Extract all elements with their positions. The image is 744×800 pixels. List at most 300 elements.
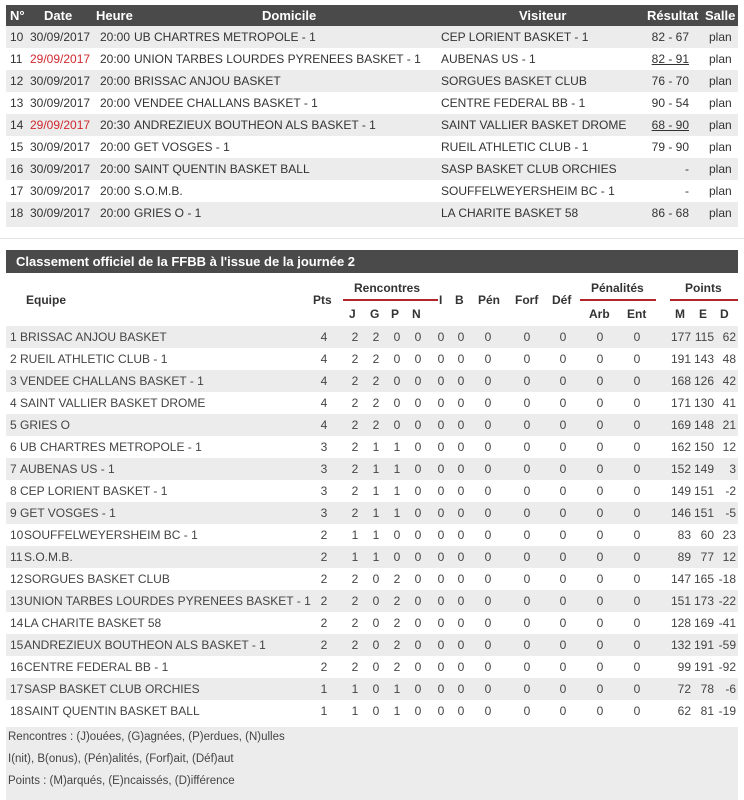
stat-def: 0 — [559, 594, 567, 608]
stat-n: 0 — [414, 528, 422, 542]
stat-g: 1 — [372, 440, 380, 454]
match-time: 20:00 — [100, 52, 131, 66]
stat-m: 149 — [670, 484, 691, 498]
stat-forf: 0 — [523, 616, 531, 630]
stat-j: 2 — [351, 396, 359, 410]
match-num: 16 — [10, 162, 24, 176]
stat-forf: 0 — [523, 594, 531, 608]
team-name: UB CHARTRES METROPOLE - 1 — [20, 440, 202, 454]
stat-i: 0 — [437, 440, 445, 454]
stat-pts: 2 — [320, 616, 328, 630]
match-home-team: VENDEE CHALLANS BASKET - 1 — [134, 96, 318, 110]
match-venue-link[interactable]: plan — [709, 206, 732, 220]
team-rank: 4 — [10, 396, 17, 410]
stat-i: 0 — [437, 396, 445, 410]
team-name: ANDREZIEUX BOUTHEON ALS BASKET - 1 — [24, 638, 266, 652]
stat-m: 168 — [670, 374, 691, 388]
stat-arb: 0 — [596, 682, 604, 696]
header-points: Points — [685, 281, 722, 295]
match-venue-link[interactable]: plan — [709, 162, 732, 176]
stat-j: 1 — [351, 704, 359, 718]
match-result: - — [685, 184, 689, 198]
team-name: S.O.M.B. — [24, 550, 73, 564]
match-venue-link[interactable]: plan — [709, 140, 732, 154]
stat-j: 2 — [351, 440, 359, 454]
stat-i: 0 — [437, 528, 445, 542]
team-rank: 10 — [10, 528, 24, 542]
stat-b: 0 — [457, 418, 465, 432]
stat-pts: 4 — [320, 374, 328, 388]
stat-p: 1 — [393, 506, 401, 520]
stat-i: 0 — [437, 330, 445, 344]
match-venue-link[interactable]: plan — [709, 74, 732, 88]
standings-title: Classement officiel de la FFBB à l'issue de la journée 2 — [16, 254, 356, 269]
stat-b: 0 — [457, 572, 465, 586]
stat-e: 150 — [693, 440, 714, 454]
match-num: 14 — [10, 118, 24, 132]
stat-forf: 0 — [523, 440, 531, 454]
stat-m: 132 — [670, 638, 691, 652]
stat-i: 0 — [437, 550, 445, 564]
match-row — [6, 158, 738, 180]
stat-e: 77 — [700, 550, 714, 564]
team-rank: 15 — [10, 638, 24, 652]
stat-pts: 3 — [320, 506, 328, 520]
match-num: 10 — [10, 30, 24, 44]
stat-pen: 0 — [484, 660, 492, 674]
match-time: 20:00 — [100, 184, 131, 198]
match-date: 30/09/2017 — [30, 30, 91, 44]
match-row — [6, 70, 738, 92]
team-rank: 7 — [10, 462, 17, 476]
legend-line: Points : (M)arqués, (E)ncaissés, (D)ifférence — [8, 775, 235, 787]
stat-n: 0 — [414, 418, 422, 432]
stat-arb: 0 — [596, 506, 604, 520]
match-result[interactable]: 82 - 91 — [651, 52, 689, 66]
team-rank: 11 — [10, 550, 23, 564]
stat-pen: 0 — [484, 396, 492, 410]
match-home-team: UB CHARTRES METROPOLE - 1 — [134, 30, 316, 44]
stat-e: 165 — [693, 572, 714, 586]
stat-pts: 3 — [320, 462, 328, 476]
stat-pen: 0 — [484, 616, 492, 630]
stat-def: 0 — [559, 528, 567, 542]
stat-i: 0 — [437, 594, 445, 608]
team-name: BRISSAC ANJOU BASKET — [20, 330, 167, 344]
stat-pts: 2 — [320, 550, 328, 564]
stat-pts: 4 — [320, 418, 328, 432]
stat-p: 0 — [393, 330, 401, 344]
stat-def: 0 — [559, 374, 567, 388]
match-home-team: GET VOSGES - 1 — [134, 140, 230, 154]
match-away-team: CEP LORIENT BASKET - 1 — [441, 30, 589, 44]
match-home-team: S.O.M.B. — [134, 184, 183, 198]
match-time: 20:30 — [100, 118, 131, 132]
stat-arb: 0 — [596, 638, 604, 652]
stat-e: 173 — [693, 594, 714, 608]
stat-d: 12 — [722, 550, 736, 564]
team-rank: 2 — [10, 352, 17, 366]
stat-d: 12 — [722, 440, 736, 454]
team-name: CENTRE FEDERAL BB - 1 — [24, 660, 169, 674]
stat-ent: 0 — [633, 484, 641, 498]
stat-g: 1 — [372, 528, 380, 542]
stat-pen: 0 — [484, 528, 492, 542]
stat-def: 0 — [559, 550, 567, 564]
stat-m: 146 — [670, 506, 691, 520]
match-row — [6, 48, 738, 70]
stat-def: 0 — [559, 660, 567, 674]
stat-j: 2 — [351, 418, 359, 432]
section-divider — [0, 238, 744, 239]
stat-pen: 0 — [484, 704, 492, 718]
stat-p: 2 — [393, 616, 401, 630]
match-venue-link[interactable]: plan — [709, 96, 732, 110]
stat-e: 143 — [693, 352, 714, 366]
team-name: AUBENAS US - 1 — [20, 462, 115, 476]
stat-j: 2 — [351, 594, 359, 608]
match-time: 20:00 — [100, 96, 131, 110]
match-home-team: SAINT QUENTIN BASKET BALL — [134, 162, 310, 176]
stat-m: 147 — [670, 572, 691, 586]
stat-forf: 0 — [523, 572, 531, 586]
stat-p: 1 — [393, 462, 401, 476]
stat-g: 1 — [372, 462, 380, 476]
stat-n: 0 — [414, 638, 422, 652]
stat-d: -41 — [718, 616, 736, 630]
stat-e: 78 — [700, 682, 714, 696]
match-num: 17 — [10, 184, 24, 198]
match-home-team: BRISSAC ANJOU BASKET — [134, 74, 281, 88]
stat-n: 0 — [414, 440, 422, 454]
stat-ent: 0 — [633, 396, 641, 410]
stat-ent: 0 — [633, 594, 641, 608]
team-rank: 6 — [10, 440, 17, 454]
stat-b: 0 — [457, 374, 465, 388]
stat-d: 3 — [729, 462, 736, 476]
team-rank: 5 — [10, 418, 17, 432]
stat-forf: 0 — [523, 374, 531, 388]
team-name: RUEIL ATHLETIC CLUB - 1 — [20, 352, 168, 366]
legend-line: Rencontres : (J)ouées, (G)agnées, (P)erdues, (N)ulles — [8, 731, 285, 743]
stat-b: 0 — [457, 440, 465, 454]
stat-e: 191 — [693, 638, 714, 652]
match-date: 30/09/2017 — [30, 74, 91, 88]
penalites-rule — [580, 299, 656, 301]
match-row — [6, 180, 738, 202]
stat-g: 0 — [372, 660, 380, 674]
stat-d: -19 — [718, 704, 736, 718]
legend-line: I(nit), B(onus), (Pén)alités, (Forf)ait, (Déf)aut — [8, 753, 234, 765]
stat-e: 60 — [700, 528, 714, 542]
stat-b: 0 — [457, 330, 465, 344]
header-date[interactable]: Date — [44, 8, 73, 23]
standings-row — [6, 436, 738, 458]
stat-forf: 0 — [523, 506, 531, 520]
stat-n: 0 — [414, 352, 422, 366]
stat-def: 0 — [559, 462, 567, 476]
header-heure[interactable]: Heure — [96, 8, 133, 23]
stat-ent: 0 — [633, 374, 641, 388]
match-venue-link[interactable]: plan — [709, 52, 732, 66]
team-rank: 1 — [10, 330, 17, 344]
stat-n: 0 — [414, 396, 422, 410]
stat-m: 99 — [677, 660, 691, 674]
team-name: SAINT VALLIER BASKET DROME — [20, 396, 206, 410]
match-row — [6, 114, 738, 136]
stat-g: 1 — [372, 550, 380, 564]
stat-ent: 0 — [633, 352, 641, 366]
stat-e: 130 — [693, 396, 714, 410]
stat-ent: 0 — [633, 528, 641, 542]
stat-ent: 0 — [633, 440, 641, 454]
stat-j: 2 — [351, 660, 359, 674]
match-result: - — [685, 162, 689, 176]
stat-i: 0 — [437, 572, 445, 586]
standings-row — [6, 480, 738, 502]
stat-arb: 0 — [596, 352, 604, 366]
header-forf: Forf — [515, 293, 539, 307]
stat-arb: 0 — [596, 484, 604, 498]
standings-row — [6, 370, 738, 392]
stat-m: 162 — [670, 440, 691, 454]
match-num: 13 — [10, 96, 24, 110]
standings-row — [6, 392, 738, 414]
stat-arb: 0 — [596, 330, 604, 344]
match-venue-link[interactable]: plan — [709, 184, 732, 198]
stat-def: 0 — [559, 616, 567, 630]
stat-i: 0 — [437, 374, 445, 388]
stat-b: 0 — [457, 506, 465, 520]
standings-table — [6, 273, 738, 722]
match-result: 79 - 90 — [651, 140, 689, 154]
stat-d: -2 — [725, 484, 736, 498]
stat-ent: 0 — [633, 704, 641, 718]
stat-g: 0 — [372, 572, 380, 586]
match-time: 20:00 — [100, 162, 131, 176]
header-m: M — [675, 307, 685, 321]
team-rank: 13 — [10, 594, 24, 608]
header-g: G — [370, 307, 380, 321]
stat-def: 0 — [559, 352, 567, 366]
match-num: 11 — [10, 52, 23, 66]
team-name: LA CHARITE BASKET 58 — [24, 616, 162, 630]
match-home-team: GRIES O - 1 — [134, 206, 202, 220]
team-name: GET VOSGES - 1 — [20, 506, 116, 520]
match-num: 18 — [10, 206, 24, 220]
team-name: SAINT QUENTIN BASKET BALL — [24, 704, 200, 718]
stat-arb: 0 — [596, 572, 604, 586]
stat-arb: 0 — [596, 660, 604, 674]
stat-e: 191 — [693, 660, 714, 674]
stat-g: 0 — [372, 638, 380, 652]
stat-m: 62 — [677, 704, 691, 718]
team-rank: 14 — [10, 616, 24, 630]
stat-arb: 0 — [596, 440, 604, 454]
stat-g: 2 — [372, 374, 380, 388]
stat-b: 0 — [457, 396, 465, 410]
stat-arb: 0 — [596, 594, 604, 608]
stat-p: 2 — [393, 572, 401, 586]
stat-b: 0 — [457, 616, 465, 630]
stat-arb: 0 — [596, 528, 604, 542]
stat-n: 0 — [414, 616, 422, 630]
stat-d: -22 — [718, 594, 736, 608]
stat-m: 151 — [670, 594, 691, 608]
header-visiteur[interactable]: Visiteur — [519, 8, 567, 23]
stat-arb: 0 — [596, 616, 604, 630]
header-pts: Pts — [313, 293, 332, 307]
stat-pts: 3 — [320, 440, 328, 454]
stat-j: 2 — [351, 330, 359, 344]
stat-p: 0 — [393, 528, 401, 542]
stat-g: 0 — [372, 594, 380, 608]
stat-p: 1 — [393, 440, 401, 454]
stat-g: 1 — [372, 484, 380, 498]
stat-g: 1 — [372, 506, 380, 520]
match-away-team: CENTRE FEDERAL BB - 1 — [441, 96, 586, 110]
stat-b: 0 — [457, 660, 465, 674]
match-result[interactable]: 68 - 90 — [651, 118, 689, 132]
stat-ent: 0 — [633, 616, 641, 630]
match-date: 30/09/2017 — [30, 140, 91, 154]
match-row — [6, 26, 738, 48]
stat-i: 0 — [437, 704, 445, 718]
stat-ent: 0 — [633, 330, 641, 344]
stat-p: 0 — [393, 374, 401, 388]
stat-p: 0 — [393, 550, 401, 564]
stat-ent: 0 — [633, 550, 641, 564]
stat-arb: 0 — [596, 418, 604, 432]
standings-row — [6, 414, 738, 436]
standings-legend — [6, 727, 738, 800]
stat-p: 1 — [393, 704, 401, 718]
match-row — [6, 136, 738, 158]
header-d: D — [720, 307, 729, 321]
standings-row — [6, 458, 738, 480]
stat-m: 169 — [670, 418, 691, 432]
standings-row — [6, 568, 738, 590]
stat-d: 62 — [722, 330, 736, 344]
matches-footer-bar — [6, 224, 738, 227]
header-equipe: Equipe — [26, 293, 67, 307]
stat-arb: 0 — [596, 704, 604, 718]
stat-ent: 0 — [633, 572, 641, 586]
stat-j: 2 — [351, 572, 359, 586]
stat-ent: 0 — [633, 462, 641, 476]
stat-def: 0 — [559, 638, 567, 652]
stat-i: 0 — [437, 462, 445, 476]
stat-def: 0 — [559, 418, 567, 432]
stat-pen: 0 — [484, 682, 492, 696]
stat-def: 0 — [559, 440, 567, 454]
stat-d: -18 — [718, 572, 736, 586]
stat-e: 148 — [693, 418, 714, 432]
stat-g: 2 — [372, 352, 380, 366]
stat-d: 23 — [722, 528, 736, 542]
stat-g: 2 — [372, 418, 380, 432]
match-result: 90 - 54 — [651, 96, 689, 110]
stat-d: -59 — [718, 638, 736, 652]
stat-arb: 0 — [596, 550, 604, 564]
stat-n: 0 — [414, 484, 422, 498]
stat-p: 0 — [393, 352, 401, 366]
header-rencontres: Rencontres — [354, 281, 421, 295]
header-penalites: Pénalités — [591, 281, 644, 295]
header-def: Déf — [552, 293, 572, 307]
stat-e: 126 — [693, 374, 714, 388]
match-time: 20:00 — [100, 206, 131, 220]
stat-m: 152 — [670, 462, 691, 476]
header-j: J — [349, 307, 356, 321]
team-rank: 16 — [10, 660, 24, 674]
points-rule — [670, 299, 738, 301]
header-resultat: Résultat — [647, 8, 699, 23]
stat-d: 48 — [722, 352, 736, 366]
stat-forf: 0 — [523, 638, 531, 652]
stat-m: 128 — [670, 616, 691, 630]
stat-pen: 0 — [484, 594, 492, 608]
stat-ent: 0 — [633, 682, 641, 696]
stat-forf: 0 — [523, 704, 531, 718]
match-venue-link[interactable]: plan — [709, 118, 732, 132]
stat-forf: 0 — [523, 528, 531, 542]
stat-p: 1 — [393, 682, 401, 696]
stat-pen: 0 — [484, 440, 492, 454]
stat-e: 169 — [693, 616, 714, 630]
stat-j: 2 — [351, 352, 359, 366]
stat-i: 0 — [437, 638, 445, 652]
match-result: 86 - 68 — [651, 206, 689, 220]
match-venue-link[interactable]: plan — [709, 30, 732, 44]
header-pen: Pén — [478, 293, 501, 307]
standings-row — [6, 612, 738, 634]
match-away-team: SOUFFELWEYERSHEIM BC - 1 — [441, 184, 615, 198]
match-time: 20:00 — [100, 140, 131, 154]
standings-row — [6, 678, 738, 700]
stat-pen: 0 — [484, 374, 492, 388]
stat-pen: 0 — [484, 462, 492, 476]
stat-pts: 1 — [320, 682, 328, 696]
match-result: 76 - 70 — [651, 74, 689, 88]
stat-i: 0 — [437, 352, 445, 366]
stat-forf: 0 — [523, 396, 531, 410]
stat-forf: 0 — [523, 418, 531, 432]
stat-i: 0 — [437, 484, 445, 498]
stat-pts: 2 — [320, 572, 328, 586]
team-rank: 9 — [10, 506, 17, 520]
stat-p: 2 — [393, 660, 401, 674]
header-domicile[interactable]: Domicile — [262, 8, 317, 23]
stat-b: 0 — [457, 704, 465, 718]
stat-def: 0 — [559, 506, 567, 520]
stat-pen: 0 — [484, 418, 492, 432]
stat-n: 0 — [414, 550, 422, 564]
stat-b: 0 — [457, 462, 465, 476]
stat-i: 0 — [437, 682, 445, 696]
header-arb: Arb — [589, 307, 610, 321]
team-rank: 3 — [10, 374, 17, 388]
stat-n: 0 — [414, 374, 422, 388]
stat-n: 0 — [414, 660, 422, 674]
match-away-team: SAINT VALLIER BASKET DROME — [441, 118, 627, 132]
stat-forf: 0 — [523, 484, 531, 498]
stat-n: 0 — [414, 572, 422, 586]
match-away-team: SORGUES BASKET CLUB — [441, 74, 587, 88]
stat-j: 2 — [351, 616, 359, 630]
stat-m: 171 — [670, 396, 691, 410]
team-name: SOUFFELWEYERSHEIM BC - 1 — [24, 528, 198, 542]
